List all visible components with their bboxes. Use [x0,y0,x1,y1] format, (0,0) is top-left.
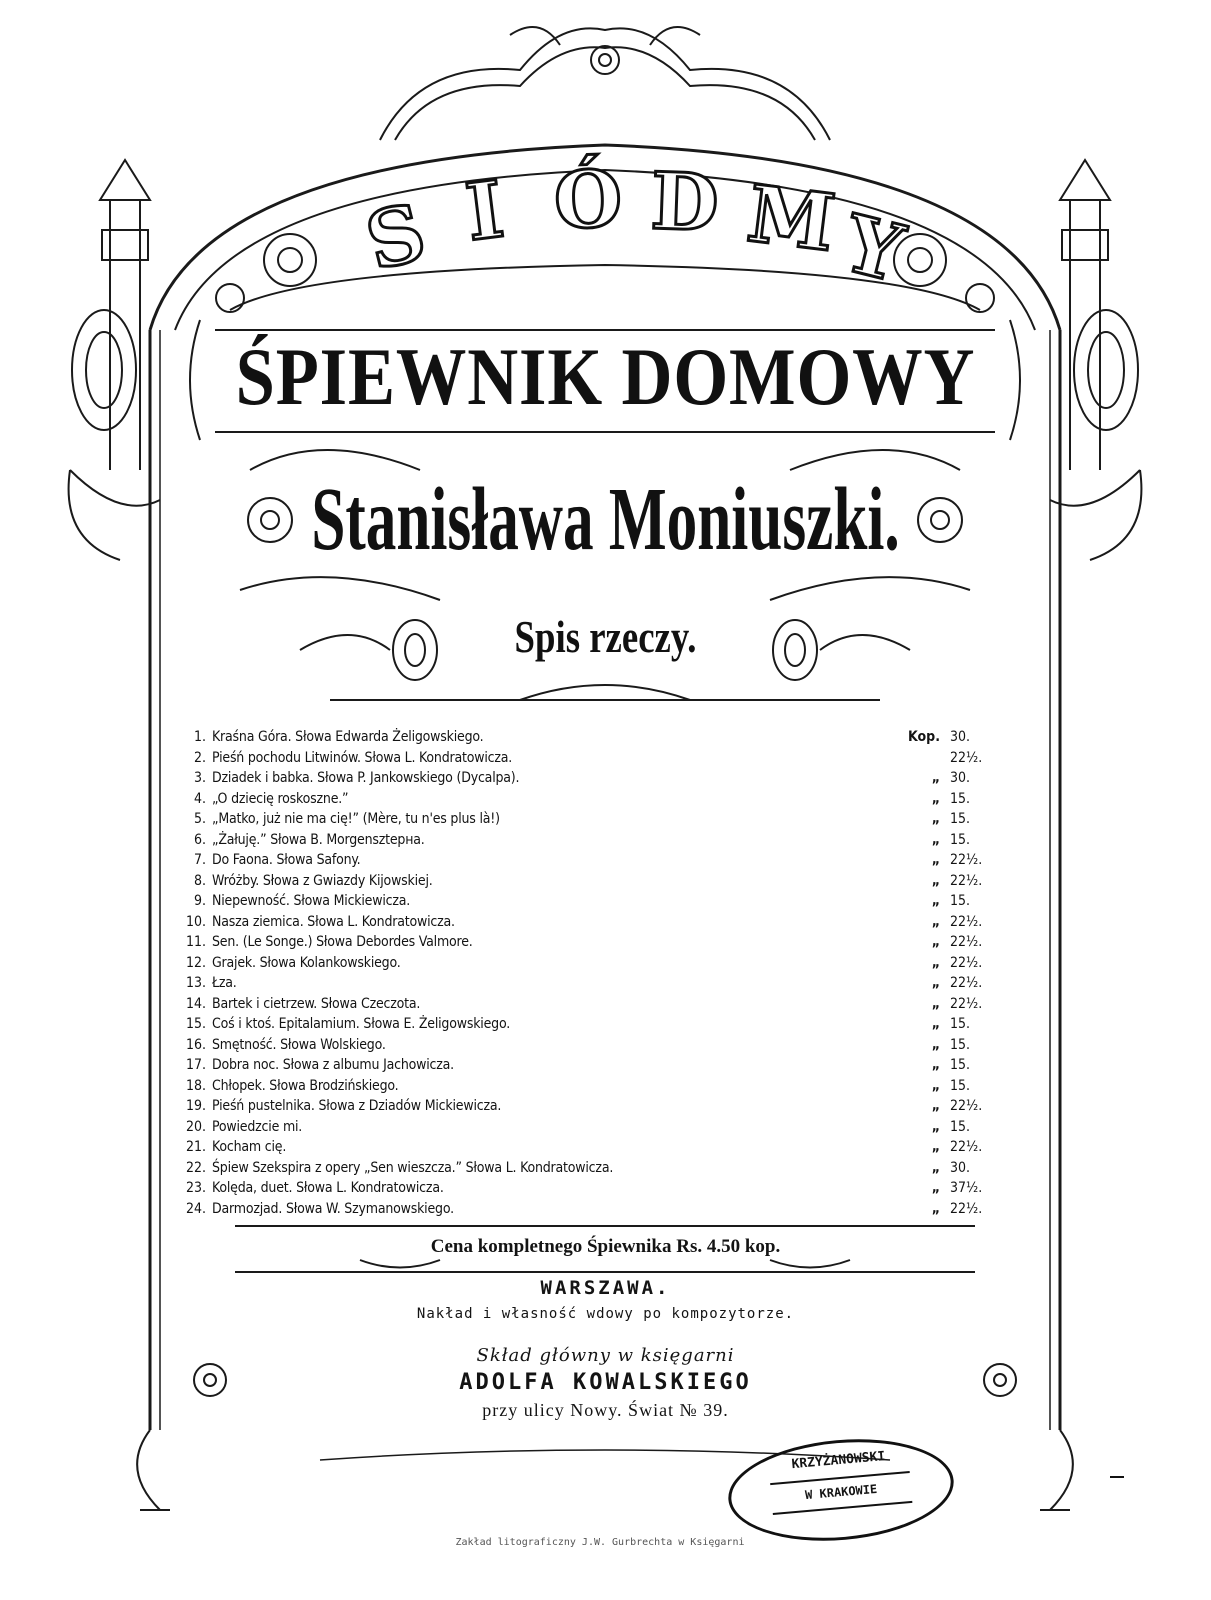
arch-title-letter: Ó [552,153,624,247]
toc-price: 15. [950,831,971,848]
toc-price: 15. [950,811,971,827]
depot-line: Skład główny w księgarni [476,1345,735,1366]
toc-row [180,727,1000,748]
stamp-top-text: KRZYŻANOWSKI [790,1449,886,1473]
toc-number: 9. [193,893,206,909]
toc-price: 37½. [950,1180,983,1196]
toc-ditto-mark: „ [931,1200,940,1217]
toc-price: 22½. [950,852,983,868]
toc-number: 16. [185,1036,206,1053]
toc-price: 15. [950,790,971,807]
toc-title: Smętność. Słowa Wolskiego. [212,1036,386,1053]
toc-ditto-mark: „ [931,852,940,868]
toc-title: Pieśń pustelnika. Słowa z Dziadów Mickiewicza. [212,1098,502,1114]
toc-title: „O dziecię roskoszne.” [212,790,349,807]
city-name: WARSZAWA. [540,1277,671,1299]
toc-number: 10. [185,913,206,930]
toc-title: Sen. (Le Songe.) Słowa Debordes Valmore. [212,934,473,950]
toc-row [180,871,1000,892]
toc-row [180,1158,1000,1179]
toc-title: Chłopek. Słowa Brodzińskiego. [212,1077,399,1094]
toc-title: „Żałuję.” Słowa B. Morgensztерна. [212,831,425,848]
toc-row [180,809,1000,830]
composer-name: Stanisława Moniuszki. [311,470,900,569]
toc-ditto-mark: „ [931,1016,940,1032]
toc-title: „Matko, już nie ma cię!” (Mère, tu n'es plus là!) [212,811,500,827]
toc-price: 30. [950,729,971,745]
toc-price: 15. [950,1016,971,1032]
toc-ditto-mark: „ [931,790,940,807]
toc-ditto-mark: „ [931,1180,940,1196]
toc-number: 13. [185,975,206,991]
toc-row [180,912,1000,933]
toc-number: 14. [185,995,206,1012]
toc-row [180,891,1000,912]
toc-row [180,1178,1000,1199]
toc-number: 24. [185,1200,206,1217]
bookshop-address: przy ulicy Nowy. Świat № 39. [482,1400,729,1420]
toc-number: 2. [193,749,206,766]
toc-price: 30. [950,1159,971,1176]
toc-ditto-mark: „ [931,872,940,889]
toc-price: 22½. [950,995,983,1012]
toc-price: 22½. [950,954,983,971]
toc-price: 22½. [950,1139,983,1155]
toc-ditto-mark: „ [931,975,940,991]
toc-title: Darmozjad. Słowa W. Szymanowskiego. [212,1200,454,1217]
contents-heading: Spis rzeczy. [514,611,697,662]
toc-price: 15. [950,1036,971,1053]
toc-price: 15. [950,893,971,909]
toc-number: 7. [193,852,206,868]
toc-ditto-mark: „ [931,913,940,930]
toc-ditto-mark: „ [931,811,940,827]
toc-row [180,1137,1000,1158]
toc-title: Kocham cię. [212,1139,287,1155]
toc-price: 30. [950,770,971,786]
toc-row [180,789,1000,810]
toc-ditto-mark: „ [931,1159,940,1176]
toc-price: 22½. [950,975,983,991]
toc-row [180,1096,1000,1117]
toc-number: 22. [185,1159,206,1176]
toc-row [180,1076,1000,1097]
toc-ditto-mark: „ [931,1077,940,1094]
edge-mark [1110,1476,1124,1478]
toc-title: Kolęda, duet. Słowa L. Kondratowicza. [212,1180,444,1196]
printer-credit: Zakład litograficzny J.W. Gurbrechta w Księgarni [455,1537,745,1548]
toc-title: Bartek i cietrzew. Słowa Czeczota. [212,995,421,1012]
toc-ditto-mark: „ [931,770,940,786]
toc-title: Nasza ziemica. Słowa L. Kondratowicza. [212,913,455,930]
toc-row [180,932,1000,953]
toc-row [180,830,1000,851]
toc-row [180,1014,1000,1035]
toc-price: 22½. [950,1200,983,1217]
toc-number: 3. [193,770,206,786]
arch-title-letter: M [742,168,840,270]
toc-row [180,1199,1000,1220]
toc-title: Niepewność. Słowa Mickiewicza. [212,893,411,909]
publisher-line: Nakład i własność wdowy po kompozytorze. [416,1306,795,1322]
toc-price: 22½. [950,1098,983,1114]
toc-ditto-mark: „ [931,1139,940,1155]
toc-title: Pieśń pochodu Litwinów. Słowa L. Kondratowicza. [212,749,513,766]
toc-title: Grajek. Słowa Kolankowskiego. [212,954,401,971]
toc-number: 15. [185,1016,206,1032]
toc-number: 12. [185,954,206,971]
stamp-middle-text: W KRAKOWIE [804,1481,878,1503]
bookshop-name: ADOLFA KOWALSKIEGO [459,1370,752,1395]
toc-row [180,1035,1000,1056]
toc-ditto-mark: „ [931,954,940,971]
toc-title: Powiedzcie mi. [212,1118,303,1135]
toc-number: 8. [193,872,206,889]
toc-ditto-mark: „ [931,831,940,848]
toc-price: 15. [950,1118,971,1135]
toc-row [180,1055,1000,1076]
toc-number: 19. [185,1098,206,1114]
book-title: ŚPIEWNIK DOMOWY [235,331,976,422]
toc-ditto-mark: „ [931,934,940,950]
toc-ditto-mark: „ [931,1118,940,1135]
toc-number: 21. [185,1139,206,1155]
toc-price: 22½. [950,913,983,930]
toc-row [180,953,1000,974]
toc-number: 1. [193,729,206,745]
toc-ditto-mark: „ [931,1057,940,1073]
toc-price: 15. [950,1077,971,1094]
toc-number: 11. [185,934,206,950]
toc-price: 15. [950,1057,971,1073]
toc-number: 4. [193,790,206,807]
toc-price: 22½. [950,749,983,766]
toc-ditto-mark: „ [931,1036,940,1053]
toc-ditto-mark: „ [931,893,940,909]
toc-title: Śpiew Szekspira z opery „Sen wieszcza.” Słowa L. Kondratowicza. [212,1159,614,1176]
toc-ditto-mark: Kop. [908,729,940,745]
toc-number: 17. [185,1057,206,1073]
toc-number: 18. [185,1077,206,1094]
toc-title: Dziadek i babka. Słowa P. Jankowskiego (Dycalpa). [212,770,520,786]
toc-row [180,994,1000,1015]
toc-row [180,1117,1000,1138]
arch-title-letter: S [357,186,435,289]
arch-title-letter: I [461,164,509,259]
toc-title: Coś i ktoś. Epitalamium. Słowa E. Żeligowskiego. [212,1016,511,1032]
toc-title: Do Faona. Słowa Safony. [212,852,361,868]
toc-row [180,768,1000,789]
toc-price: 22½. [950,872,983,889]
toc-title: Dobra noc. Słowa z albumu Jachowicza. [212,1057,454,1073]
table-of-contents [180,727,1000,1219]
toc-number: 5. [193,811,206,827]
arch-title-letter: D [649,156,721,250]
toc-ditto-mark: „ [931,1098,940,1114]
toc-number: 6. [193,831,206,848]
toc-row [180,973,1000,994]
arch-title-letter: Y [835,198,912,300]
toc-title: Wróżby. Słowa z Gwiazdy Kijowskiej. [212,872,433,889]
toc-title: Łza. [212,975,237,991]
toc-price: 22½. [950,934,983,950]
toc-row [180,748,1000,769]
toc-number: 23. [185,1180,206,1196]
complete-price-line: Cena kompletnego Śpiewnika Rs. 4.50 kop. [430,1236,781,1257]
toc-title: Kraśna Góra. Słowa Edwarda Żeligowskiego. [212,729,484,745]
toc-row [180,850,1000,871]
toc-number: 20. [185,1118,206,1135]
toc-ditto-mark: „ [931,995,940,1012]
